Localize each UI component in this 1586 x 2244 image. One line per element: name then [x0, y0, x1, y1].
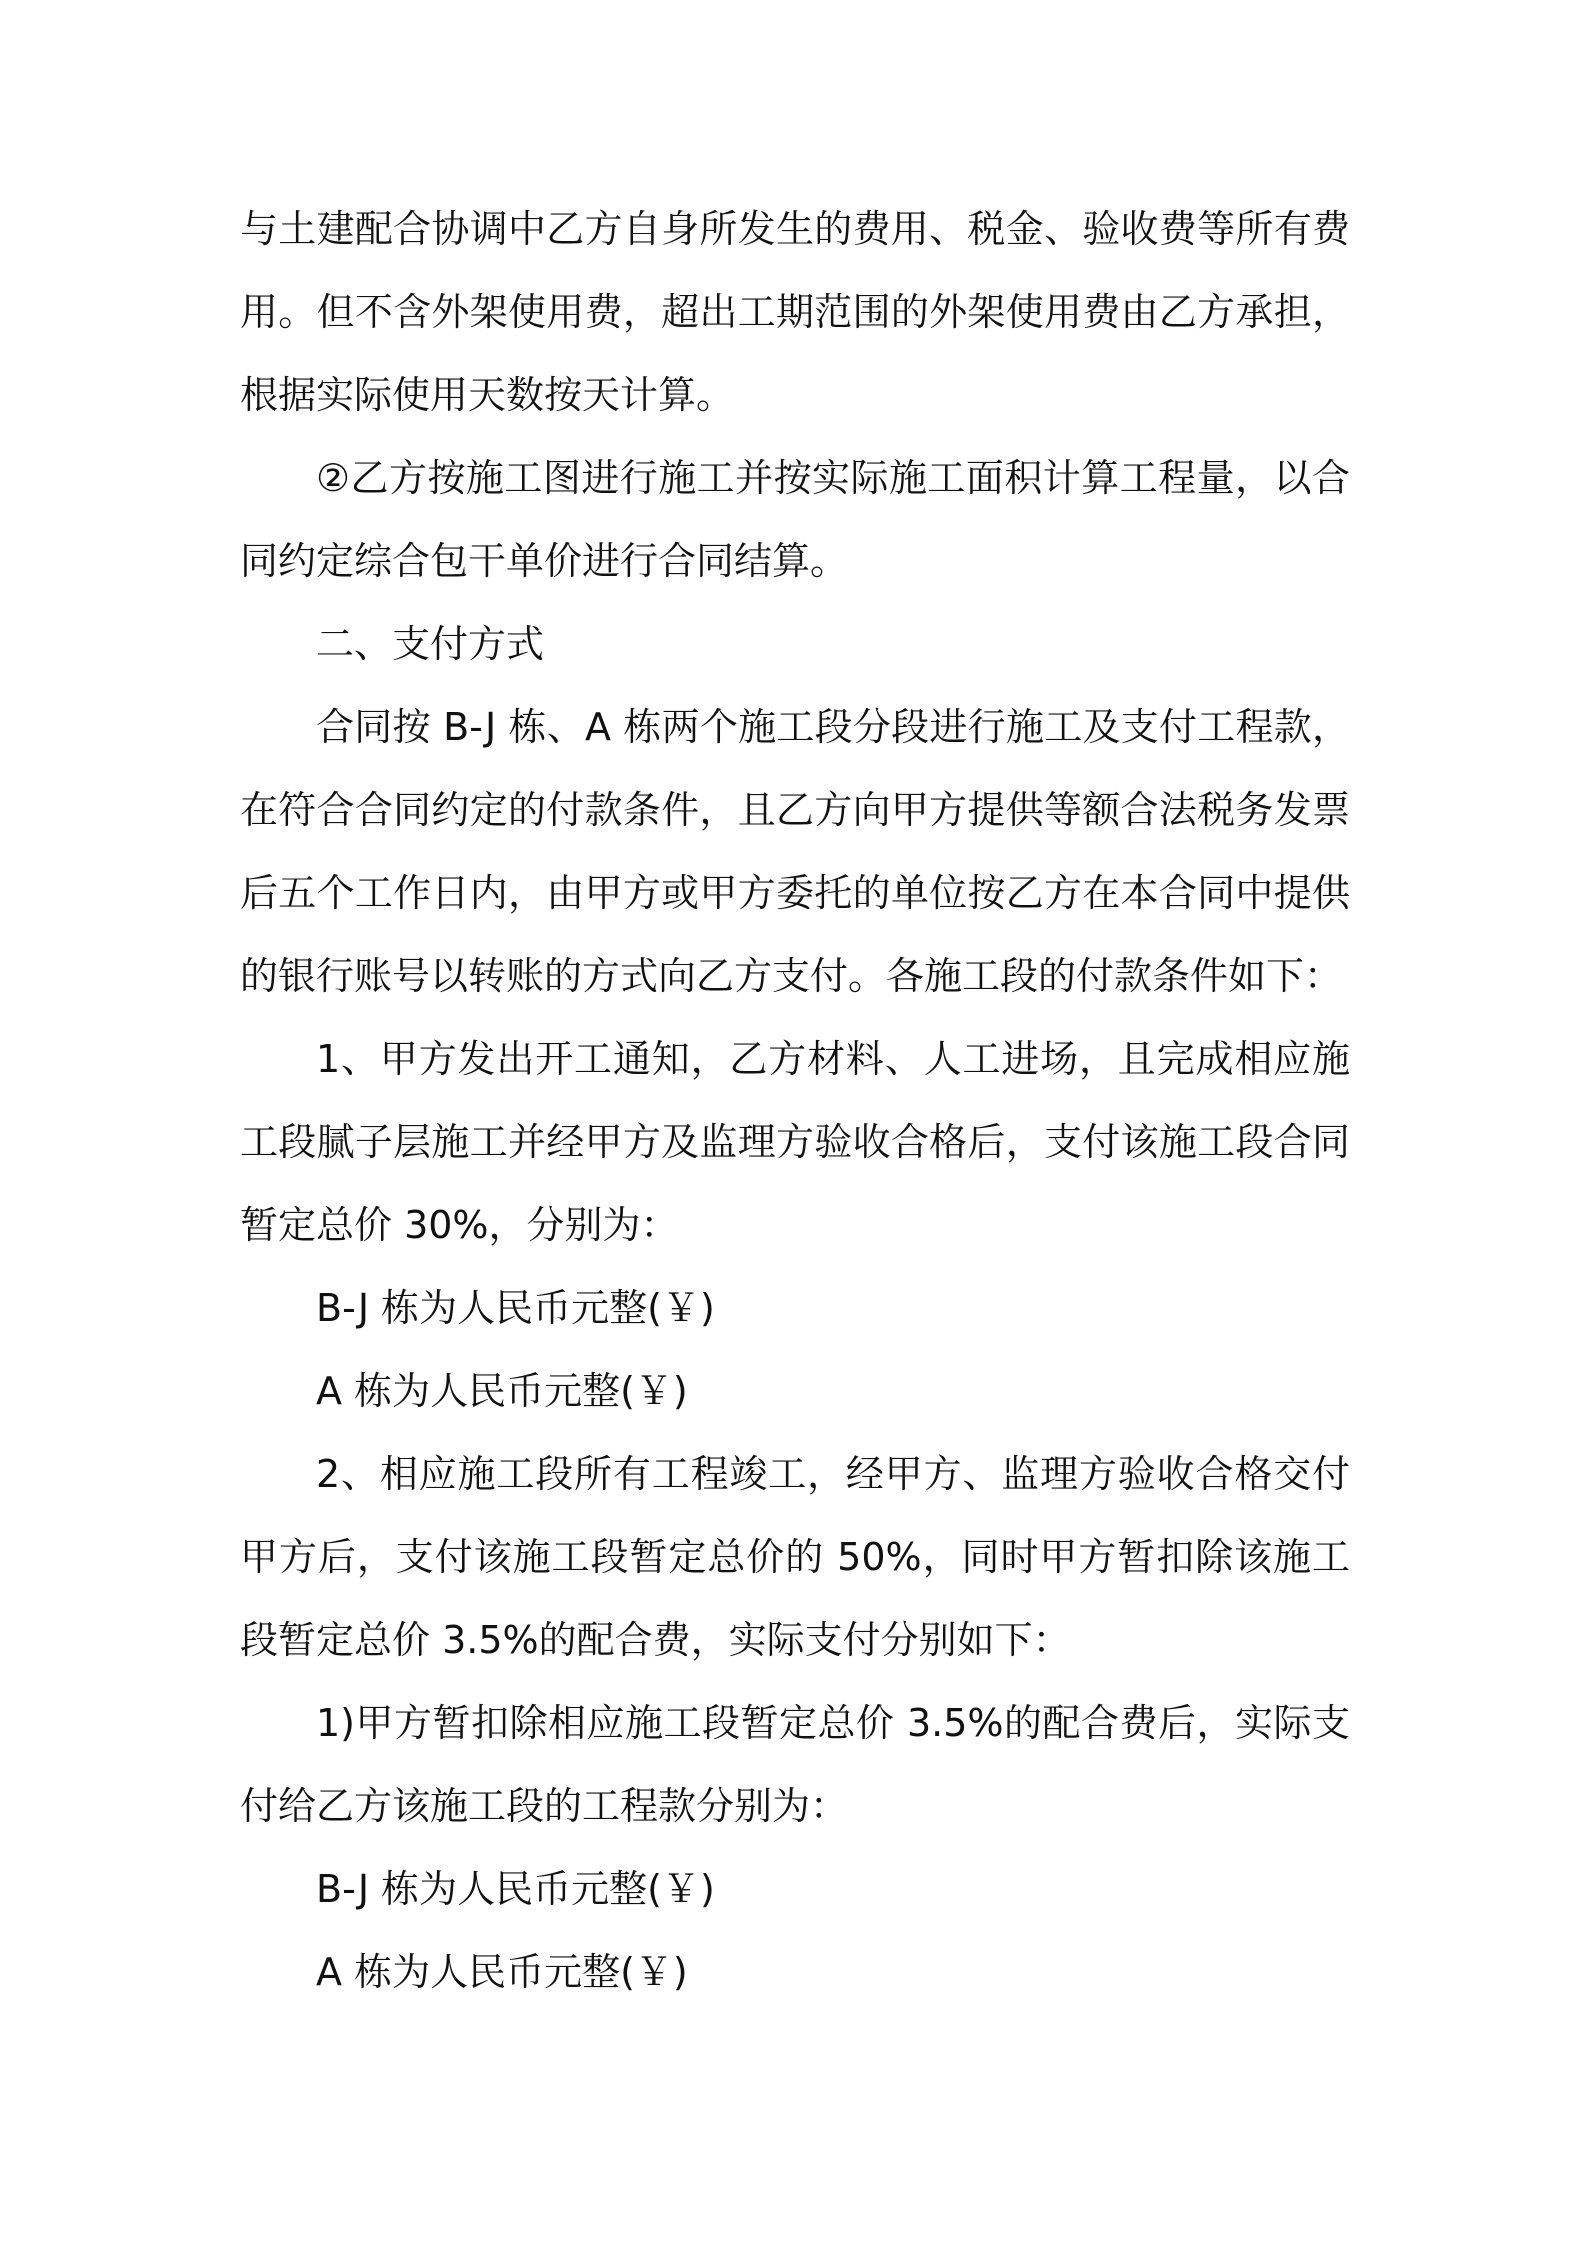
paragraph-settlement-method: ②乙方按施工图进行施工并按实际施工面积计算工程量，以合同约定综合包干单价进行合同结算。	[240, 456, 1350, 583]
paragraph-payment-overview: 合同按 B-J 栋、A 栋两个施工段分段进行施工及支付工程款，在符合合同约定的付款条件，且乙方向甲方提供等额合法税务发票后五个工作日内，由甲方或甲方委托的单位按乙方在本合同中提供的银行账号以转账的方式向乙方支付。各施工段的付款条件如下：	[240, 705, 1350, 998]
section-heading-payment-method: 二、支付方式	[316, 622, 545, 666]
paragraph-amount-a-2: A 栋为人民币元整(￥)	[316, 1950, 688, 1994]
paragraph-amount-bj-1: B-J 栋为人民币元整(￥)	[316, 1286, 715, 1330]
paragraph-amount-bj-2: B-J 栋为人民币元整(￥)	[316, 1867, 715, 1911]
paragraph-costs-included: 与土建配合协调中乙方自身所发生的费用、税金、验收费等所有费用。但不含外架使用费，超出工期范围的外架使用费由乙方承担，根据实际使用天数按天计算。	[240, 207, 1350, 417]
paragraph-payment-condition-2: 2、相应施工段所有工程竣工，经甲方、监理方验收合格交付甲方后，支付该施工段暂定总价的 50%，同时甲方暂扣除该施工段暂定总价 3.5%的配合费，实际支付分别如下：	[240, 1452, 1350, 1662]
paragraph-payment-subitem-1: 1)甲方暂扣除相应施工段暂定总价 3.5%的配合费后，实际支付给乙方该施工段的工程款分别为：	[240, 1701, 1350, 1828]
document-body	[240, 188, 1350, 2014]
paragraph-amount-a-1: A 栋为人民币元整(￥)	[316, 1369, 688, 1413]
paragraph-payment-condition-1: 1、甲方发出开工通知，乙方材料、人工进场，且完成相应施工段腻子层施工并经甲方及监理方验收合格后，支付该施工段合同暂定总价 30%，分别为：	[240, 1037, 1350, 1247]
